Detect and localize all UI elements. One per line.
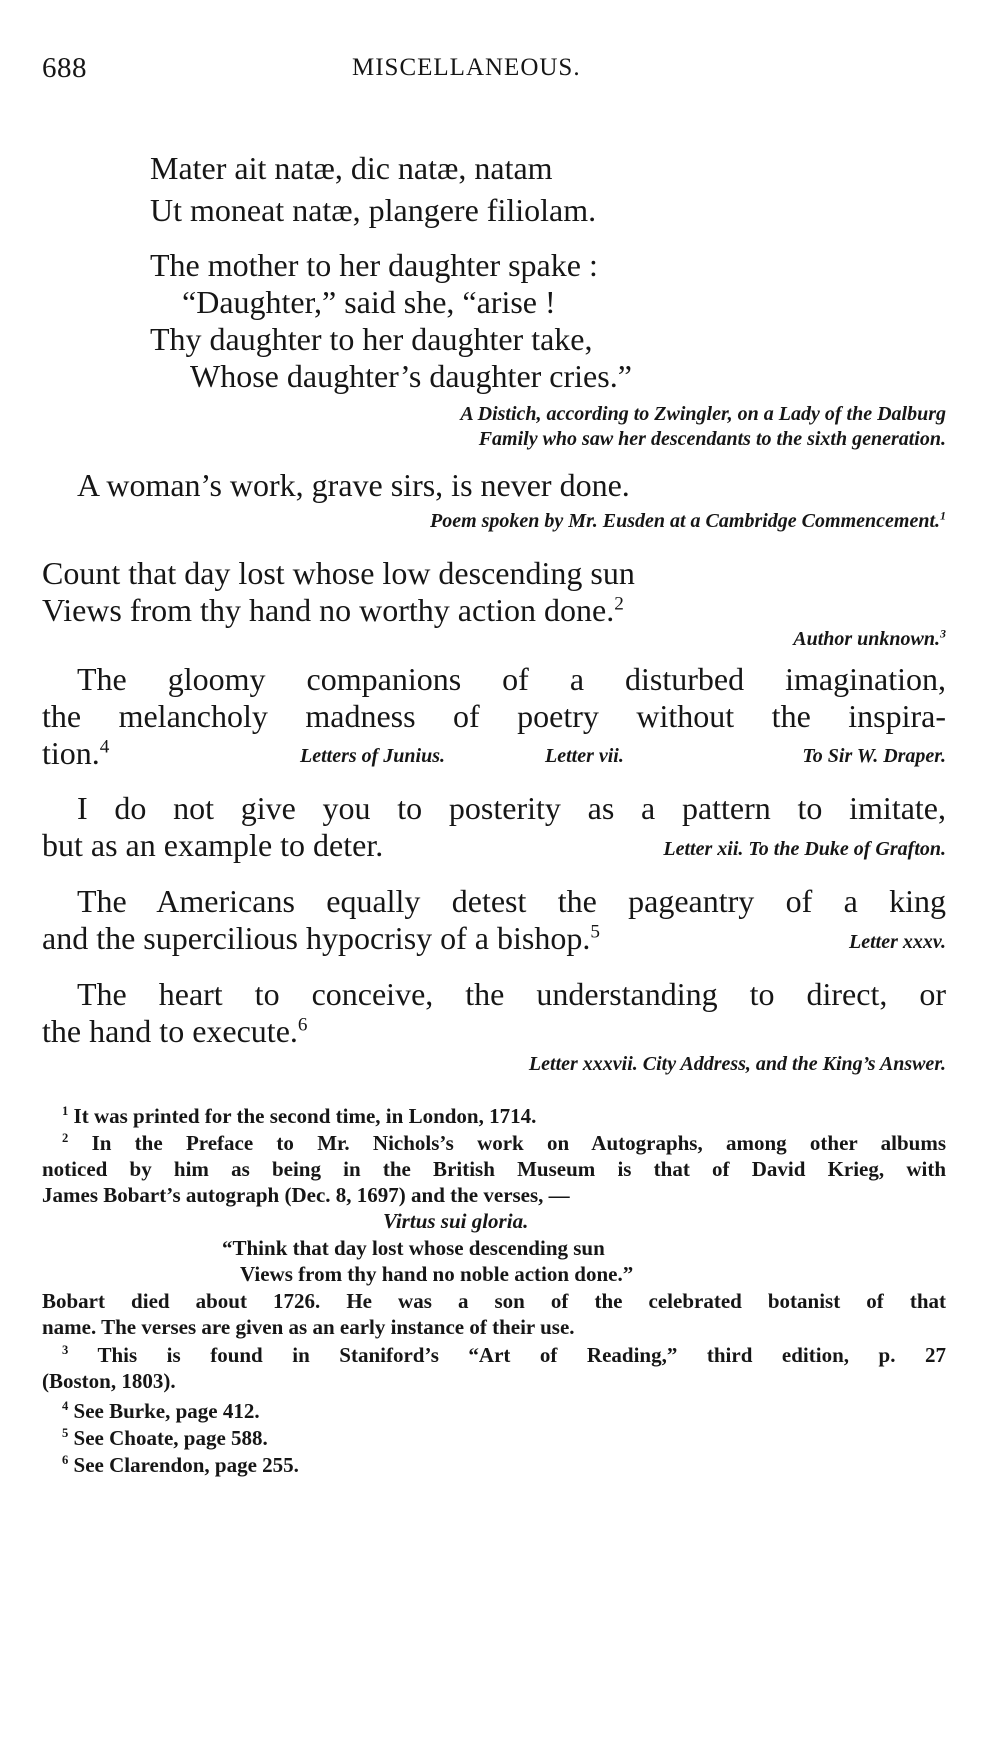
footnote-4: $^4$ See Burke, page 412. <box>62 1399 260 1423</box>
attribution: Author unknown.$^3$ <box>793 626 946 650</box>
verse-line: Whose daughter’s daughter cries.” <box>190 358 632 394</box>
running-title: MISCELLANEOUS. <box>352 54 581 81</box>
prose-line: The heart to conceive, the understanding to direct, or <box>77 976 946 1012</box>
verse-line: Thy daughter to her daughter take, <box>150 321 593 357</box>
footnote-ref[interactable]: 4 <box>99 736 110 758</box>
verse-line: The mother to her daughter spake : <box>150 247 598 283</box>
footnote-ref[interactable]: 3 <box>940 626 946 641</box>
footnote-ref[interactable]: 1 <box>940 508 946 523</box>
prose-line: The gloomy companions of a disturbed imagination, <box>77 661 946 697</box>
prose-line: and the supercilious hypocrisy of a bishop.$^5$ <box>42 920 600 956</box>
footnote-line: Bobart died about 1726. He was a son of the celebrated botanist of that <box>42 1289 946 1313</box>
footnote-line: (Boston, 1803). <box>42 1369 176 1393</box>
footnote-1: $^1$ It was printed for the second time, in London, 1714. <box>62 1104 537 1128</box>
footnote-line: James Bobart’s autograph (Dec. 8, 1697) and the verses, — <box>42 1183 570 1207</box>
attribution: Letter xxxv. <box>848 931 946 953</box>
verse-line: Mater ait natæ, dic natæ, natam <box>150 150 553 186</box>
verse-line: Views from thy hand no worthy action done.$^2$ <box>42 592 624 628</box>
footnote-ref[interactable]: 5 <box>590 921 600 943</box>
footnote-line: noticed by him as being in the British Museum is that of David Krieg, with <box>42 1157 946 1181</box>
page-number: 688 <box>42 52 87 84</box>
prose-line: but as an example to deter. <box>42 827 384 863</box>
attribution: Letter xxxvii. City Address, and the King’s Answer. <box>528 1053 946 1075</box>
attribution: To Sir W. Draper. <box>802 745 946 767</box>
footnote-line: name. The verses are given as an early instance of their use. <box>42 1315 575 1339</box>
footnote-5: $^5$ See Choate, page 588. <box>62 1426 268 1450</box>
footnote-verse-line: “Think that day lost whose descending sun <box>222 1236 605 1260</box>
footnote-2: $^2$ In the Preface to Mr. Nichols’s work on Autographs, among other albums <box>62 1131 946 1155</box>
attribution: Letters of Junius. <box>300 745 446 767</box>
prose-line: tion.$^4$ <box>42 735 110 771</box>
verse-line: Ut moneat natæ, plangere filiolam. <box>150 192 597 228</box>
page-header <box>42 52 942 92</box>
verse-line: “Daughter,” said she, “arise ! <box>182 284 556 320</box>
verse-line: A woman’s work, grave sirs, is never done. <box>77 467 630 503</box>
footnote-6: $^6$ See Clarendon, page 255. <box>62 1453 299 1477</box>
footnote-verse-line: Views from thy hand no noble action done.” <box>240 1262 634 1286</box>
prose-line: the hand to execute.$^6$ <box>42 1013 308 1049</box>
footnote-motto: Virtus sui gloria. <box>383 1209 529 1233</box>
verse-line: Count that day lost whose low descending sun <box>42 555 635 591</box>
prose-line: The Americans equally detest the pageantry of a king <box>77 883 946 919</box>
footnote-ref[interactable]: 2 <box>614 593 624 615</box>
prose-line: the melancholy madness of poetry without the inspira- <box>42 698 946 734</box>
attribution: A Distich, according to Zwingler, on a Lady of the Dalburg <box>460 403 946 425</box>
footnote-3: $^3$ This is found in Staniford’s “Art of Reading,” third edition, p. 27 <box>62 1343 946 1367</box>
attribution: Family who saw her descendants to the sixth generation. <box>478 428 946 450</box>
attribution: Letter vii. <box>545 745 624 767</box>
footnote-ref[interactable]: 6 <box>297 1014 308 1036</box>
prose-line: I do not give you to posterity as a pattern to imitate, <box>77 790 946 826</box>
attribution: Letter xii. To the Duke of Grafton. <box>663 838 946 860</box>
attribution: Poem spoken by Mr. Eusden at a Cambridge Commencement.$^1$ <box>429 508 946 532</box>
